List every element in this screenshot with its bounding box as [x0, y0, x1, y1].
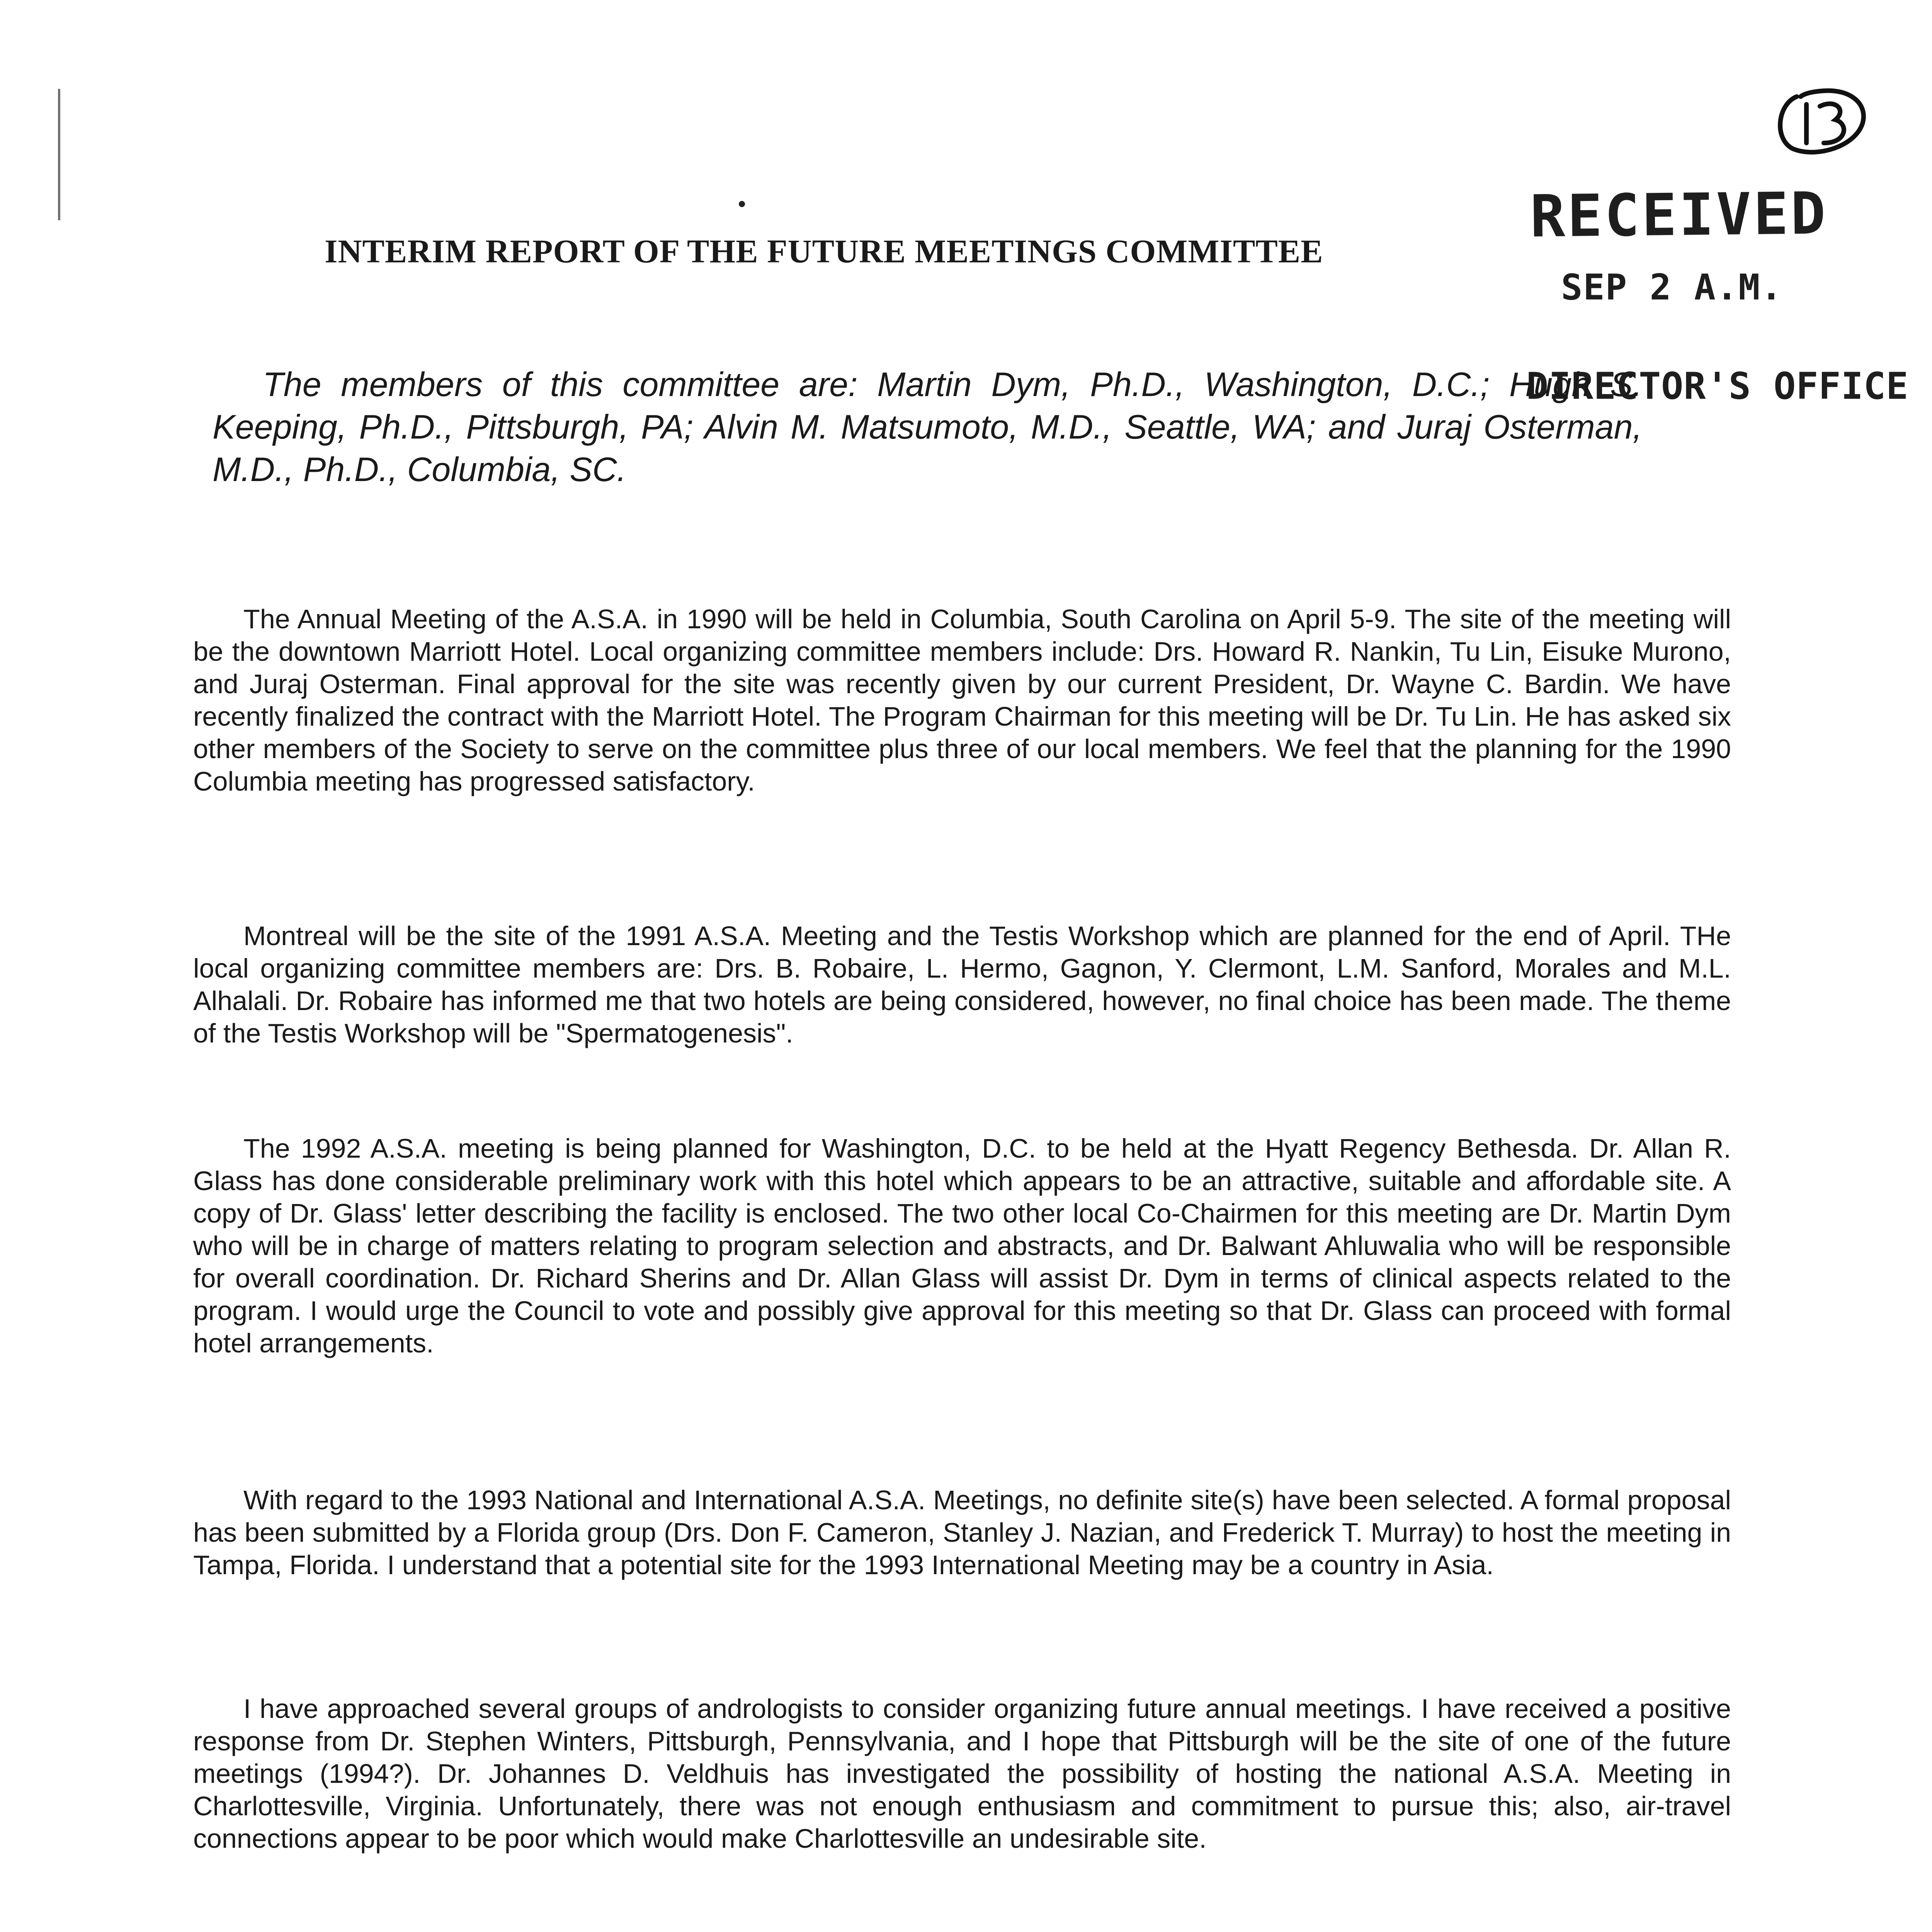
- handwritten-page-number: [1770, 81, 1870, 158]
- paragraph-future-meetings: I have approached several groups of andrologists to consider organizing future annual meetings. I have received a positive response from Dr. Stephen Winters, Pittsburgh, Pennsylvania, and I hope that Pittsburgh will be the site of one of the future meetings (1994?). Dr. Johannes D. Veldhuis has investigated the possibility of hosting the national A.S.A. Meeting in Charlottesville, Virginia. Unfortunately, there was not enough enthusiasm and commitment to pursue this; also, air-travel connections appear to be poor which would make Charlottesville an undesirable site.: [193, 1694, 1731, 1854]
- paragraph-1990-meeting: The Annual Meeting of the A.S.A. in 1990 will be held in Columbia, South Carolina on April 5-9. The site of the meeting will be the downtown Marriott Hotel. Local organizing committee members include: Drs. Howard R. Nankin, Tu Lin, Eisuke Murono, and Juraj Osterman. Final approval for the site was recently given by our current President, Dr. Wayne C. Bardin. We have recently finalized the contract with the Marriott Hotel. The Program Chairman for this meeting will be Dr. Tu Lin. He has asked six other members of the Society to serve on the committee plus three of our local members. We feel that the planning for the 1990 Columbia meeting has progressed satisfactory.: [193, 604, 1731, 796]
- paragraph-1991-meeting: Montreal will be the site of the 1991 A.S.A. Meeting and the Testis Workshop which are planned for the end of April. THe local organizing committee members are: Drs. B. Robaire, L. Hermo, Gagnon, Y. Clermont, L.M. Sanford, Morales and M.L. Alhalali. Dr. Robaire has informed me that two hotels are being considered, however, no final choice has been made. The theme of the Testis Workshop will be "Spermatogenesis".: [193, 921, 1731, 1048]
- report-title: INTERIM REPORT OF THE FUTURE MEETINGS COMMITTEE: [325, 233, 1323, 270]
- received-stamp-date: SEP 2 A.M.: [1561, 267, 1783, 308]
- paragraph-1992-meeting: The 1992 A.S.A. meeting is being planned for Washington, D.C. to be held at the Hyatt Regency Bethesda. Dr. Allan R. Glass has done considerable preliminary work with this hotel which appears to be an attractive, suitable and affordable site. A copy of Dr. Glass' letter describing the facility is enclosed. The two other local Co-Chairmen for this meeting are Dr. Martin Dym who will be in charge of matters relating to program selection and abstracts, and Dr. Balwant Ahluwalia who will be responsible for overall coordination. Dr. Richard Sherins and Dr. Allan Glass will assist Dr. Dym in terms of clinical aspects related to the program. I would urge the Council to vote and possibly give approval for this meeting so that Dr. Glass can proceed with formal hotel arrangements.: [193, 1133, 1731, 1358]
- committee-members: The members of this committee are: Martin Dym, Ph.D., Washington, D.C.; Hugh S. Keeping, Ph.D., Pittsburgh, PA; Alvin M. Matsumoto, M.D., Seattle, WA; and Juraj Osterman, M.D., Ph.D., Columbia, SC.: [213, 365, 1642, 488]
- received-stamp-office: DIRECTOR'S OFFICE: [1526, 365, 1909, 408]
- paragraph-1993-meetings: With regard to the 1993 National and International A.S.A. Meetings, no definite site(s) have been selected. A formal proposal has been submitted by a Florida group (Drs. Don F. Cameron, Stanley J. Nazian, and Frederick T. Murray) to host the meeting in Tampa, Florida. I understand that a potential site for the 1993 International Meeting may be a country in Asia.: [193, 1485, 1731, 1580]
- ink-dot: [739, 201, 745, 207]
- received-stamp: RECEIVED: [1530, 180, 1828, 251]
- scan-edge-mark: [58, 89, 60, 220]
